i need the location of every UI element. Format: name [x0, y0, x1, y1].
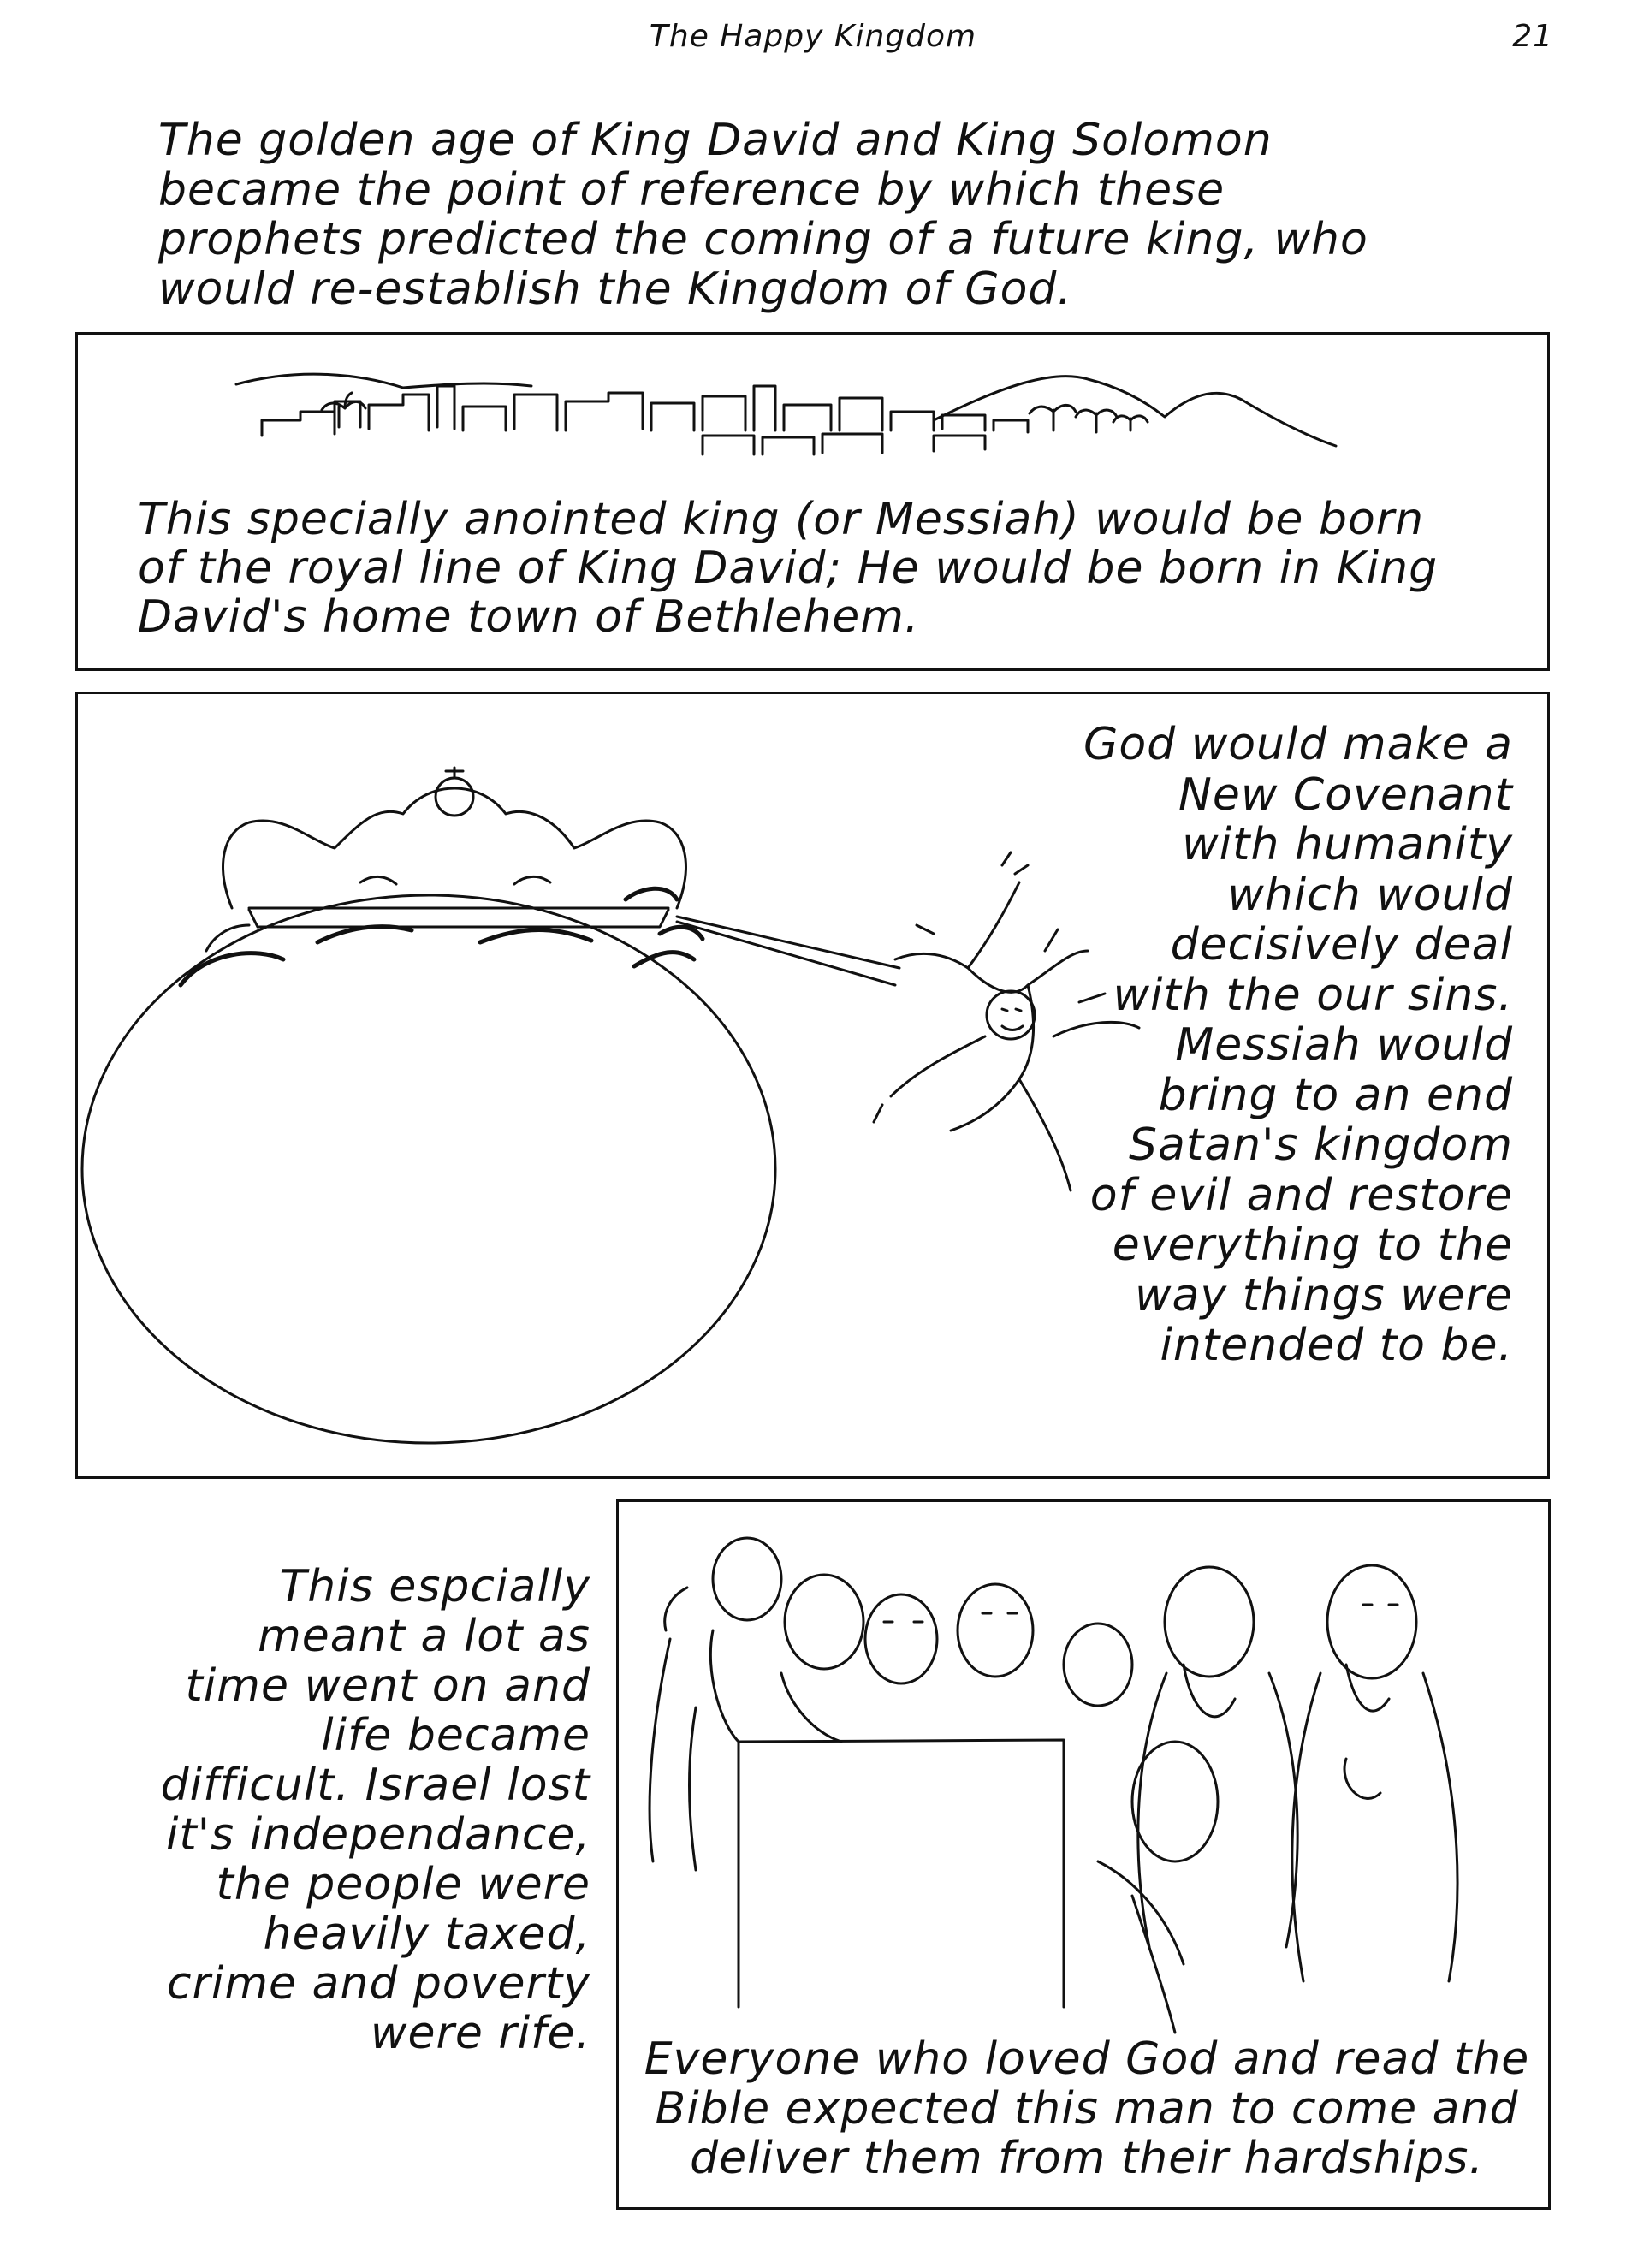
page-number: 21 [1512, 19, 1553, 54]
intro-caption: The golden age of King David and King Solomon became the point of reference by which these prophets predicted the coming of a future king, who would re-establish the Kingdom of God. [158, 115, 1368, 315]
panel-3-caption: Everyone who loved God and read the Bible expected this man to come and deliver them from their hardships. [644, 2033, 1530, 2184]
side-caption: This espcially meant a lot as time went on and life became difficult. Israel lost it's independance, the people were heavily taxed, crime and poverty were rife. [160, 1561, 590, 2059]
panel-1-caption: This specially anointed king (or Messiah) would be born of the royal line of King David; He would be born in King David's home town of Bethlehem. [138, 494, 1439, 643]
header-title: The Happy Kingdom [649, 19, 977, 54]
panel-bethlehem [75, 332, 1550, 671]
panel-new-covenant [75, 692, 1550, 1479]
panel-2-caption: God would make a New Covenant with humanity which would decisively deal with the our sins. Messiah would bring to an end Satan's kingdom of evil and restore everything to the way things were intended to be. [1083, 719, 1513, 1371]
panel-expectation [616, 1499, 1551, 2210]
